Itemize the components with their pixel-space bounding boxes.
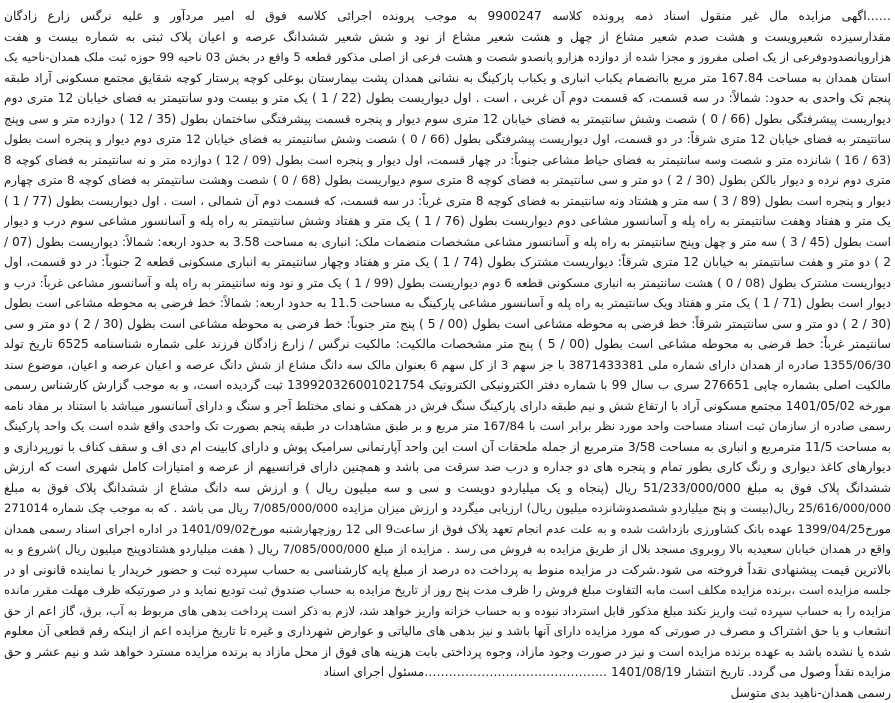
notice-line: مورخ1399/04/25 عهده بانک کشاورزی بازداشت شده و به علت عدم انجام تعهد پلاک فوق از ساعت9 الی 12 روزچهارشنبه مورخ1401/09/02 در اداره اجرای اسناد رسمی همدان [4, 519, 891, 540]
notice-line: هزاروپانصدودوفرعی از یک اصلی مفروز و مجزا شده از دوازده هزارو پانصدو شصت و هشت فرعی از اصلی مذکور قطعه 5 واقع در بخش 03 ناحیه 99 حوزه ثبت ملک همدان-ناحیه یک [4, 47, 891, 68]
notice-line: بالاترین قیمت پیشنهادی نقداً فروخته می شود.شرکت در مزایده منوط به پرداخت ده درصد از مبلغ پایه کارشناسی به حساب سپرده ثبت و حضور خریدار یا نماینده قانونی او در [4, 560, 891, 581]
notice-line: مزایده را به حساب سپرده ثبت واریز نکند مبلغ مذکور قابل استرداد نبوده و به حساب خزانه واریز خواهد شد، لازم به ذکر است پرداخت بدهی های مربوط به آب، برق، گاز اعم از حق [4, 601, 891, 622]
notice-line: مورخه 1401/05/02 مجتمع مسکونی آراد با ارتفاع شش و نیم طبقه دارای پارکینگ سنگ فرش در همکف و نمای مختلط آجر و سنگ و دارای آسانسور میباشد با استناد بر مفاد نامه [4, 396, 891, 417]
notice-line: 25/616/000/000 ریال(بیست و پنج میلیاردو ششصدوشانزده میلیون ریال) ارزیابی میگردد و ارزش میزان مزایده 7/085/000/000 ریال می باشد . که به موجب چک شماره 271014 [4, 498, 891, 519]
notice-line: یک متر و هفتاد وهفت سانتیمتر به راه پله و آسانسور مشاعی دوم دیواریست بطول (76 / 1 ) یک متر و هفتاد وشش سانتیمتر به راه پله و آسانسور مشاعی سوم درب و دیوار [4, 211, 891, 232]
notice-line: (30 / 2 ) دو متر و سی سانتیمتر شرقاً: خط فرضی به محوطه مشاعی است بطول (00 / 5 ) پنج متر جنوباً: خط فرضی به محوطه مشاعی است بطول (30 / 2 ) دو متر و سی [4, 314, 891, 335]
notice-line: دیواریست مشترک بطول (08 / 0 ) هشت سانتیمتر به انباری مسکونی قطعه 6 دوم دیواریست بطول (99 / 1 ) یک متر و نود ونه سانتیمتر به راه پله و آسانسور مشاعی غرباً: درب و [4, 273, 891, 294]
notice-line: ششدانگ پلاک فوق به مبلغ 51/233/000/000 ریال (پنجاه و یک میلیاردو دویست و سی و سه میلیون ریال ) و ارزش سه دانگ مشاع از ششدانگ پلاک فوق به مبلغ [4, 478, 891, 499]
notice-line: 2 ) دو متر و هفت سانتیمتر به خیابان 12 متری شرقاً: دیواریست مشترک بطول (74 / 1 ) یک متر و هفتاد وچهار سانتیمتر به انباری مسکونی قطعه 2 جنوباً: در دو قسمت، اول [4, 252, 891, 273]
notice-line: دیوار و پنجره است بطول (89 / 3 ) سه متر و هشتاد ونه سانتیمتر به فضای کوچه 8 متری غرباً: در سه قسمت، که قسمت دوم آن شمالی ، است . اول دیواریست بطول (77 / 1 ) [4, 191, 891, 212]
notice-line: استان همدان به مساحت 167.84 متر مربع باانضمام یکباب انباری و یکباب پارکینگ به نشانی همدان پشت بیمارستان بوعلی کوچه پرستار کوچه شقایق مجتمع مسکونی آراد طبقه [4, 68, 891, 89]
notice-line: مالکیت اصلی بشماره چاپی 276651 سری ب سال 99 با شماره دفتر الکترونیکی الکترونیک 139920326001021754 ثبت گردیده است، و به موجب گزارش کارشناس رسمی [4, 375, 891, 396]
notice-line: 1355/06/30 صادره از همدان دارای شماره ملی 3871433381 با جز سهم 3 از کل سهم 6 بعنوان مالک سه دانگ مشاع از شش دانگ عرصه و اعیان عرصه و اعیان، موضوع سند [4, 355, 891, 376]
notice-line: دیوارهای کاغذ دیواری و رنگ کاری بطور تمام و پنجره های دو جداره و درب ضد سرقت می باشد و همچنین دارای فرانسیهم از عرصه و امتیازات کامل شهری است که ارزش [4, 457, 891, 478]
notice-line: مزایده نقداً وصول می گردد. تاریخ انتشار 1401/08/19 ………………………………………مسئول اجرای اسناد [4, 662, 891, 683]
notice-line: دیواریست پیشرفتگی بطول (66 / 0 ) شصت وشش سانتیمتر به فضای خیابان 12 متری سوم دیوار و پنجره قسمت پیشرفتگی ساختمان بطول (35 / 12 ) دوازده متر و سی وپنج [4, 109, 891, 130]
notice-line: (63 / 16 ) شانزده متر و شصت وسه سانتیمتر به فضای حیاط مشاعی جنوباً: در چهار قسمت، اول دیوار و پنجره است بطول (09 / 12 ) دوازده متر و نه سانتیمتر به فضای کوچه 8 [4, 150, 891, 171]
notice-line: سانتیمتر غرباً: خط فرضی به محوطه مشاعی است بطول (00 / 5 ) پنج متر مشخصات مالکیت: مالکیت نرگس / زارع زادگان فرزند علی شماره شناسنامه 6525 تاریخ تولد [4, 334, 891, 355]
notice-line: واقع در همدان خیابان سعیدیه بالا روبروی مسجد بلال از طریق مزایده به فروش می رسد . مزایده از مبلغ 7/085/000/000 ریال ( هفت میلیاردو هشتادوپنج میلیون ریال )شروع و به [4, 539, 891, 560]
notice-line: پنجم تک واحدی به حدود: شمالاً: در سه قسمت، که قسمت دوم آن غربی ، است . اول دیواریست بطول (22 / 1 ) یک متر و بیست ودو سانتیمتر به فضای خیابان 12 متری دوم [4, 88, 891, 109]
notice-line: شده یا نشده باشد به عهده برنده مزایده است و نیز در صورت وجود مازاد، وجوه پرداختی بابت هزینه های فوق از محل مازاد به برنده مزایده مسترد خواهد شد و نیم عشر و حق [4, 642, 891, 663]
notice-line: به مساحت 11/5 مترمربع و انباری به مساحت 3/58 مترمربع از جمله ملحقات آن است این واحد آپارتمانی سرامیک پوش و دارای کابینت ام دی اف و سقف کناف با نورپردازی و [4, 437, 891, 458]
notice-line: دیوار است بطول (71 / 1 ) یک متر و هفتاد ویک سانتیمتر به راه پله و آسانسور مشاعی پارکینگ به مساحت 11.5 به حدود اربعه: شمالاً: خط فرضی به محوطه مشاعی است بطول [4, 293, 891, 314]
notice-line: جلسه مزایده است ،برنده مزایده مکلف است مابه التفاوت مبلغ فروش را ظرف مدت پنج روز از تاریخ مزایده به حساب صندوق ثبت تودیع نماید و در صورتیکه ظرف مهلت مقرر مانده [4, 580, 891, 601]
notice-line: است بطول (45 / 3 ) سه متر و چهل وپنج سانتیمتر به راه پله و آسانسور مشاعی مشخصات منضمات ملک: انباری به مساحت 3.58 به حدود اربعه: شمالاً: دیواریست بطول (07 / [4, 232, 891, 253]
notice-line: ……اگهی مزایده مال غیر منقول اسناد ذمه پرونده کلاسه 9900247 به موجب پرونده اجرائی کلاسه فوق له امیر مردآور و علیه نرگس زارع زادگان [4, 6, 891, 27]
notice-line: سانتیمتر به فضای خیابان 12 متری شرقاً: در دو قسمت، اول دیواریست پیشرفتگی بطول (66 / 0 ) شصت وشش سانتیمتر به فضای خیابان 12 متری دوم دیوار و پنجره است بطول [4, 129, 891, 150]
auction-notice [4, 6, 891, 703]
notice-line: انشعاب و یا حق اشتراک و مصرف در صورتی که مورد مزایده دارای آنها باشد و نیز بدهی های مالیاتی و عوارض شهرداری و غیره تا تاریخ مزایده اعم از اینکه رقم قطعی آن معلوم [4, 621, 891, 642]
notice-line: رسمی صادره از سازمان ثبت اسناد مساحت واحد مورد نظر برابر است با 167/84 متر مربع و بر طبق مشاهدات در طبقه پنجم بصورت تک واحدی واقع شده است یک واحد پارکینگ [4, 416, 891, 437]
notice-line: متری دوم نرده و دیوار بالکن بطول (30 / 2 ) دو متر و سی سانتیمتر به فضای کوچه 8 متری سوم دیواریست بطول (68 / 0 ) شصت وهشت سانتیمتر به فضای کوچه 8 متری چهارم [4, 170, 891, 191]
notice-line: مقدارسیزده شعیرویست و هشت صدم شعیر مشاع از چهل و هشت شعیر مشاع از نود و شش شعیر ششدانگ عرصه و اعیان پلاک ثبتی به شماره بیست و هفت [4, 27, 891, 48]
notice-signature: رسمی همدان-ناهید بدی متوسل [4, 683, 891, 703]
